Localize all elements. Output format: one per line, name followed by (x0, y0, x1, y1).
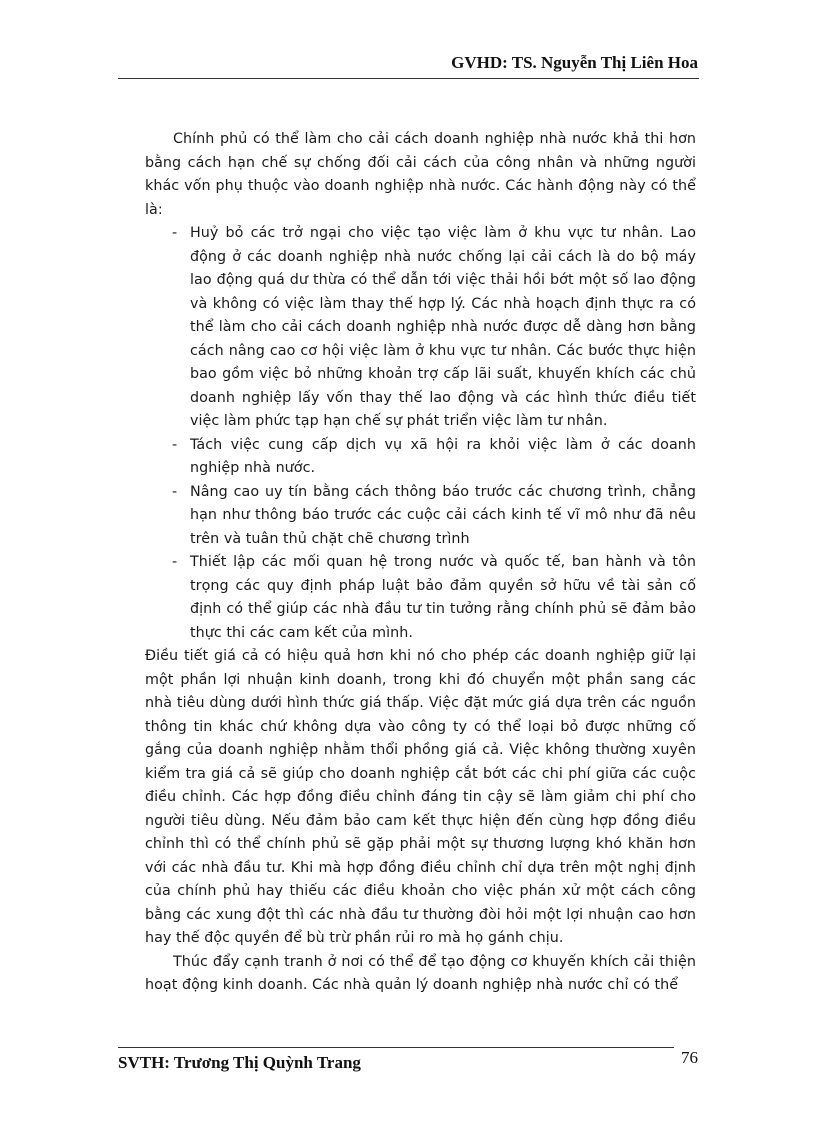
header-divider (118, 78, 699, 79)
list-item-text: Huỷ bỏ các trở ngại cho việc tạo việc làm ở khu vực tư nhân. Lao động ở các doanh nghiệp nhà nước chống lại cải cách là do bộ máy lao động quá dư thừa có thể dẫn tới việc thải hồi bớt một số lao động và không có việc làm thay thế hợp lý. Các nhà hoạch định thực ra có thể làm cho cải cách doanh nghiệp nhà nước được dễ dàng hơn bằng cách nâng cao cơ hội việc làm ở khu vực tư nhân. Các bước thực hiện bao gồm việc bỏ những khoản trợ cấp lãi suất, khuyến khích các chủ doanh nghiệp lấy vốn thay thế lao động và các hình thức điều tiết việc làm phức tạp hạn chế sự phát triển việc làm tư nhân. (190, 225, 696, 429)
competition-paragraph: Thúc đẩy cạnh tranh ở nơi có thể để tạo động cơ khuyến khích cải thiện hoạt động kinh doanh. Các nhà quản lý doanh nghiệp nhà nước chỉ có thể (145, 953, 696, 993)
footer-divider (118, 1047, 674, 1048)
list-item-text: Tách việc cung cấp dịch vụ xã hội ra khỏi việc làm ở các doanh nghiệp nhà nước. (190, 436, 696, 476)
document-body (145, 128, 696, 998)
list-item-text: Nâng cao uy tín bằng cách thông báo trước các chương trình, chẳng hạn như thông báo trước các cuộc cải cách kinh tế vĩ mô như đã nêu trên và tuân thủ chặt chẽ chương trình (190, 483, 696, 547)
bullet-dash: - (172, 225, 178, 241)
bullet-dash: - (172, 483, 178, 500)
bullet-dash: - (172, 554, 178, 570)
page-number: 76 (681, 1048, 698, 1067)
list-item (145, 481, 696, 552)
list-item-text: Thiết lập các mối quan hệ trong nước và quốc tế, ban hành và tôn trọng các quy định pháp luật bảo đảm quyền sở hữu về tài sản cố định có thể giúp các nhà đầu tư tin tưởng rằng chính phủ sẽ đảm bảo thực thi các cam kết của mình. (190, 554, 696, 641)
footer-author: SVTH: Trương Thị Quỳnh Trang (118, 1053, 361, 1072)
action-list (145, 222, 696, 645)
regulation-paragraph: Điều tiết giá cả có hiệu quả hơn khi nó cho phép các doanh nghiệp giữ lại một phần lợi nhuận kinh doanh, trong khi đó chuyển một phần sang các nhà tiêu dùng dưới hình thức giá thấp. Việc đặt mức giá dựa trên các nguồn thông tin khác chứ không dựa vào công ty có thể loại bỏ được những cố gắng của doanh nghiệp nhằm thổi phồng giá cả. Việc không thường xuyên kiểm tra giá cả sẽ giúp cho doanh nghiệp cắt bớt các chi phí giữa các cuộc điều chỉnh. Các hợp đồng điều chỉnh đáng tin cậy sẽ làm giảm chi phí cho người tiêu dùng. Nếu đảm bảo cam kết thực hiện đến cùng hợp đồng điều chỉnh thì có thể chính phủ sẽ gặp phải một sự thương lượng khó khăn hơn với các nhà đầu tư. Khi mà hợp đồng điều chỉnh chỉ dựa trên một nghị định của chính phủ hay thiếu các điều khoản cho việc phán xử một cách công bằng các xung đột thì các nhà đầu tư thường đòi hỏi một lợi nhuận cao hơn hay thế độc quyền để bù trừ phần rủi ro mà họ gánh chịu. (145, 648, 696, 946)
list-item (145, 222, 696, 434)
list-item (145, 434, 696, 481)
intro-paragraph: Chính phủ có thể làm cho cải cách doanh nghiệp nhà nước khả thi hơn bằng cách hạn chế sự chống đối cải cách của công nhân và những người khác vốn phụ thuộc vào doanh nghiệp nhà nước. Các hành động này có thể là: (145, 131, 696, 218)
bullet-dash: - (172, 436, 178, 453)
list-item (145, 551, 696, 645)
header-supervisor: GVHD: TS. Nguyễn Thị Liên Hoa (451, 53, 698, 72)
